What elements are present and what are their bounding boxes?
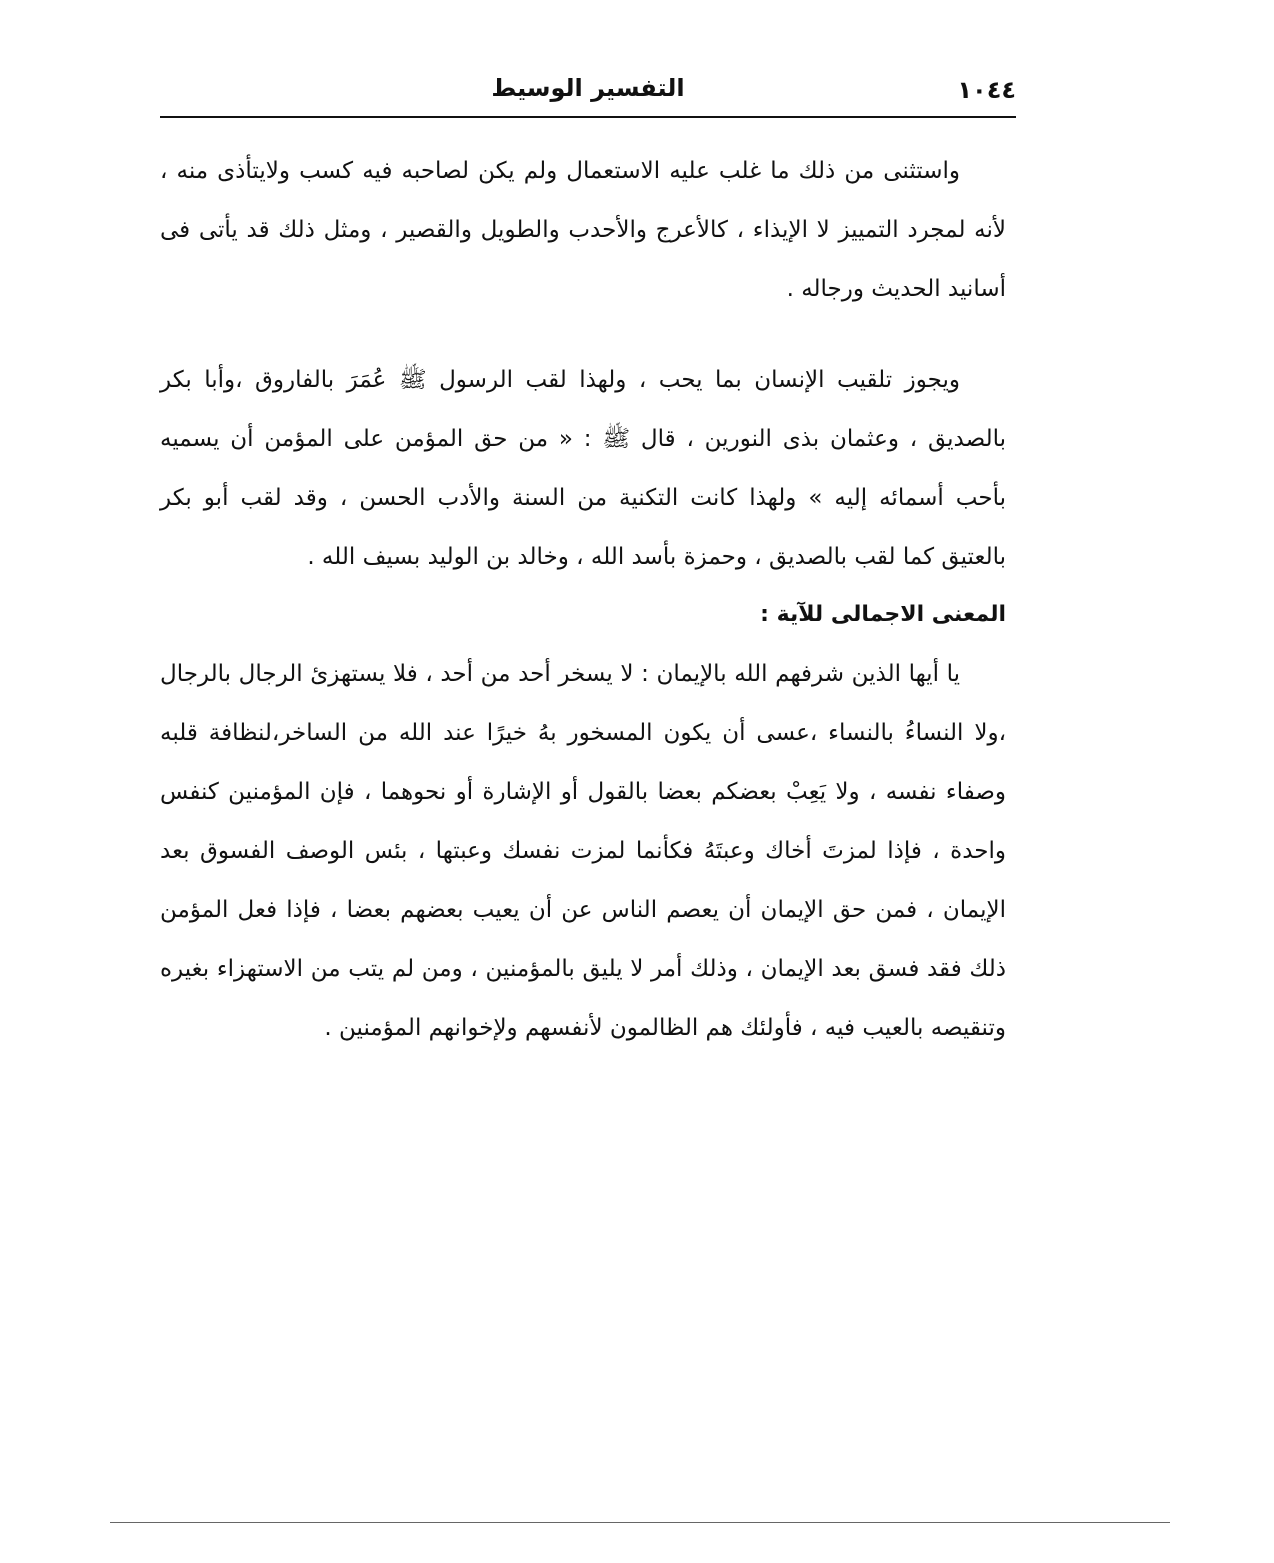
- page-number: ١٠٤٤: [957, 76, 1016, 104]
- paragraph-nicknames-exception: واستثنى من ذلك ما غلب عليه الاستعمال ولم يكن لصاحبه فيه كسب ولايتأذى منه ، لأنه لمجرد التمييز لا الإيذاء ، كالأعرج والأحدب والطويل والقصير ، ومثل ذلك قد يأتى فى أسانيد الحديث ورجاله .: [160, 158, 1006, 302]
- bottom-rule: [110, 1522, 1170, 1523]
- paragraph-general-meaning: يا أيها الذين شرفهم الله بالإيمان : لا يسخر أحد من أحد ، فلا يستهزئ الرجال بالرجال ،ولا النساءُ بالنساء ،عسى أن يكون المسخور بهُ خيرًا عند الله من الساخر،لنظافة قلبه وصفاء نفسه ، ولا يَعِبْ بعضكم بعضا بالقول أو الإشارة أو نحوهما ، فإن المؤمنين كنفس واحدة ، فإذا لمزتَ أخاك وعبتَهُ فكأنما لمزت نفسك وعبتها ، بئس الوصف الفسوق بعد الإيمان ، فمن حق الإيمان أن يعصم الناس عن أن يعيب بعضهم بعضا ، فإذا فعل المؤمن ذلك فقد فسق بعد الإيمان ، وذلك أمر لا يليق بالمؤمنين ، ومن لم يتب من الاستهزاء بغيره وتنقيصه بالعيب فيه ، فأولئك هم الظالمون لأنفسهم ولإخوانهم المؤمنين .: [160, 661, 1006, 1041]
- header-rule: [160, 116, 1016, 118]
- body-text: [160, 142, 1006, 1058]
- section-heading: المعنى الاجمالى للآية :: [760, 602, 1006, 627]
- page-header: [160, 70, 1016, 116]
- running-title: التفسير الوسيط: [491, 74, 685, 102]
- paragraph-permitted-nicknames: ويجوز تلقيب الإنسان بما يحب ، ولهذا لقب الرسول ﷺ عُمَرَ بالفاروق ،وأبا بكر بالصديق ، وعثمان بذى النورين ، قال ﷺ : « من حق المؤمن على المؤمن أن يسميه بأحب أسمائه إليه » ولهذا كانت التكنية من السنة والأدب الحسن ، وقد لقب أبو بكر بالعتيق كما لقب بالصديق ، وحمزة بأسد الله ، وخالد بن الوليد بسيف الله .: [160, 367, 1006, 570]
